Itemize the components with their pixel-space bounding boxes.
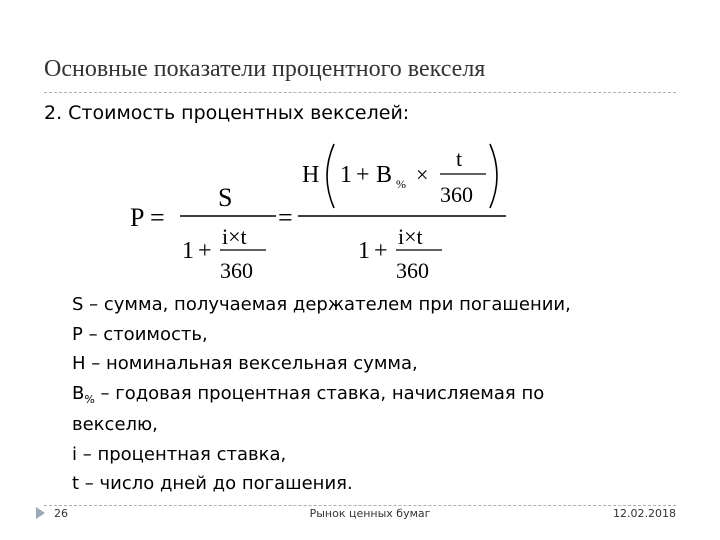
definition-t: t – число дней до погашения. [72, 473, 353, 494]
footer-arrow-icon [36, 507, 45, 519]
formula-t: t [456, 146, 463, 171]
formula-one-1: 1 [182, 238, 194, 264]
formula-i-t-1: i×t [222, 224, 247, 249]
slide-title: Основные показатели процентного векселя [44, 56, 486, 82]
formula-eq-2: = [278, 203, 293, 232]
price-formula [126, 138, 526, 290]
definition-h: Н – номинальная вексельная сумма, [72, 353, 418, 374]
formula-b: В [376, 162, 393, 188]
definition-b-text: – годовая процентная ставка, начисляемая по [94, 382, 545, 404]
footer-course-title: Рынок ценных бумаг [309, 507, 431, 520]
definition-b-symbol: В [72, 382, 85, 404]
formula-h: Н [302, 162, 320, 188]
definition-b-cont: векселю, [72, 414, 158, 435]
definitions-list [72, 290, 672, 499]
formula-plus-3: + [374, 238, 388, 264]
formula-p: P [130, 203, 145, 232]
formula-360-2: 360 [440, 182, 473, 207]
formula-one-2: 1 [340, 162, 352, 188]
left-paren [327, 144, 334, 208]
definition-b-sub: % [84, 392, 95, 406]
formula-eq-1: = [150, 203, 165, 232]
footer-divider [44, 505, 676, 506]
title-divider [44, 92, 676, 93]
formula-360-1: 360 [220, 258, 253, 283]
formula-360-3: 360 [396, 258, 429, 283]
formula-one-3: 1 [358, 238, 370, 264]
right-paren [490, 144, 497, 208]
definition-i: i – процентная ставка, [72, 443, 287, 465]
definition-s: S – сумма, получаемая держателем при погашении, [72, 294, 571, 315]
section-heading: 2. Стоимость процентных векселей: [44, 102, 410, 124]
formula-i-t-2: i×t [398, 224, 423, 249]
definition-p: P – стоимость, [72, 323, 208, 345]
formula-times: × [416, 162, 429, 187]
formula-plus-2: + [356, 162, 370, 188]
formula-b-sub: % [396, 177, 406, 191]
formula-s: S [218, 183, 233, 212]
formula-plus-1: + [198, 238, 212, 264]
definition-b [72, 379, 672, 411]
page-number: 26 [54, 507, 68, 520]
footer-date: 12.02.2018 [613, 507, 676, 520]
formula-svg [126, 138, 526, 290]
